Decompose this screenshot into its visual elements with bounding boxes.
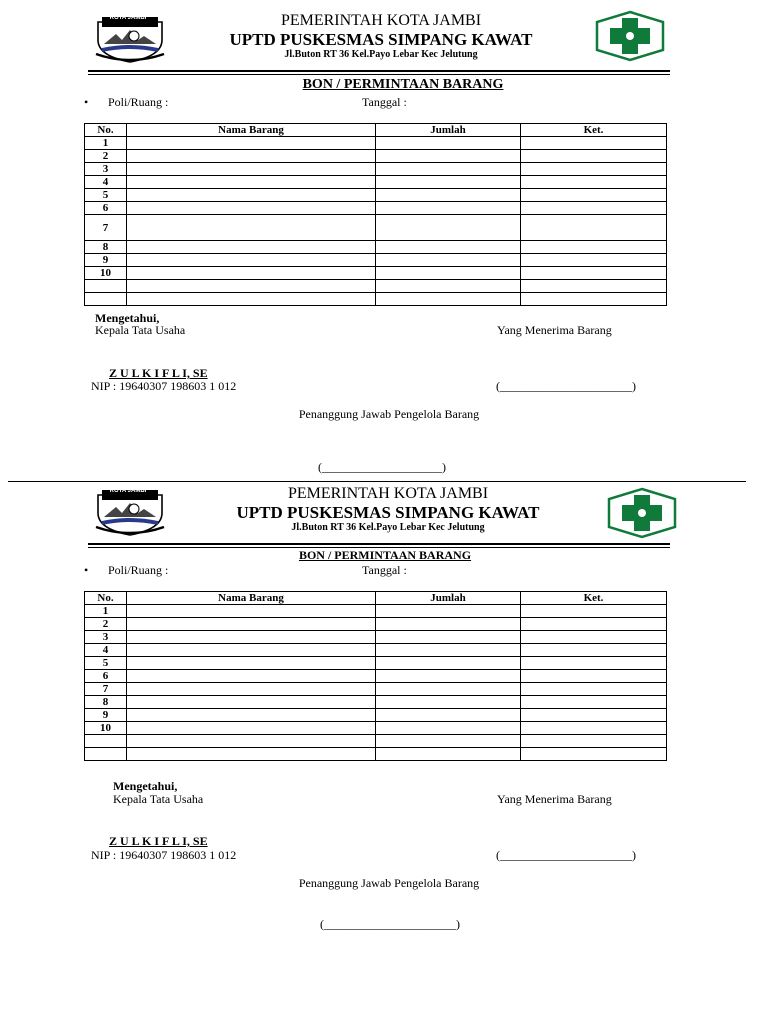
nama-barang-cell[interactable] [127,748,376,761]
ket-cell[interactable] [521,202,667,215]
bullet: • [84,95,89,109]
jumlah-cell[interactable] [376,722,521,735]
row-number: 1 [85,605,127,618]
health-cross-logo-icon [607,487,677,539]
kota-jambi-logo-icon [92,14,168,64]
receiver-signature-blank[interactable]: (______________________) [496,848,636,862]
poli-ruang-label: Poli/Ruang : [108,563,169,577]
table-row [85,280,667,293]
tanggal-label: Tanggal : [362,95,407,109]
row-number: 6 [85,202,127,215]
header-rule-thin [88,74,670,75]
jumlah-cell[interactable] [376,267,521,280]
row-number: 9 [85,709,127,722]
column-header-ket: Ket. [521,592,667,605]
nama-barang-cell[interactable] [127,683,376,696]
ket-cell[interactable] [521,267,667,280]
nama-barang-cell[interactable] [127,657,376,670]
jumlah-cell[interactable] [376,163,521,176]
tanggal-label: Tanggal : [362,563,407,577]
jumlah-cell[interactable] [376,657,521,670]
column-header-ket: Ket. [521,124,667,137]
ket-cell[interactable] [521,215,667,241]
nama-barang-cell[interactable] [127,631,376,644]
jumlah-cell[interactable] [376,683,521,696]
jumlah-cell[interactable] [376,254,521,267]
table-row [85,605,667,618]
nama-barang-cell[interactable] [127,670,376,683]
ket-cell[interactable] [521,137,667,150]
jumlah-cell[interactable] [376,605,521,618]
pic-signature-blank[interactable]: (____________________) [318,460,446,474]
jumlah-cell[interactable] [376,748,521,761]
nama-barang-cell[interactable] [127,722,376,735]
row-number [85,748,127,761]
row-number: 3 [85,163,127,176]
head-title: Kepala Tata Usaha [95,323,186,337]
table-row [85,644,667,657]
row-number: 2 [85,618,127,631]
ket-cell[interactable] [521,735,667,748]
organization-address: Jl.Buton RT 36 Kel.Payo Lebar Kec Jelutung [291,522,485,533]
nama-barang-cell[interactable] [127,202,376,215]
row-number: 9 [85,254,127,267]
column-header-jumlah: Jumlah [376,124,521,137]
jumlah-cell[interactable] [376,293,521,306]
nama-barang-cell[interactable] [127,254,376,267]
table-row [85,709,667,722]
ket-cell[interactable] [521,605,667,618]
nama-barang-cell[interactable] [127,189,376,202]
ket-cell[interactable] [521,280,667,293]
ket-cell[interactable] [521,683,667,696]
table-row [85,241,667,254]
ket-cell[interactable] [521,150,667,163]
ket-cell[interactable] [521,189,667,202]
logo-text: KOTA JAMBI [109,488,147,494]
nama-barang-cell[interactable] [127,709,376,722]
ket-cell[interactable] [521,631,667,644]
row-number [85,293,127,306]
bullet: • [84,563,89,577]
kota-jambi-logo-icon [92,487,168,537]
jumlah-cell[interactable] [376,150,521,163]
row-number: 10 [85,722,127,735]
jumlah-cell[interactable] [376,670,521,683]
jumlah-cell[interactable] [376,189,521,202]
ket-cell[interactable] [521,618,667,631]
table-row [85,683,667,696]
ket-cell[interactable] [521,722,667,735]
table-row [85,150,667,163]
nama-barang-cell[interactable] [127,215,376,241]
table-row [85,670,667,683]
head-nip: NIP : 19640307 198603 1 012 [91,379,237,393]
items-table [84,591,667,761]
row-number: 8 [85,696,127,709]
jumlah-cell[interactable] [376,176,521,189]
ket-cell[interactable] [521,241,667,254]
row-number [85,280,127,293]
table-row [85,657,667,670]
table-row [85,631,667,644]
jumlah-cell[interactable] [376,618,521,631]
pic-title: Penanggung Jawab Pengelola Barang [298,876,480,890]
items-table [84,123,667,306]
jumlah-cell[interactable] [376,631,521,644]
row-number: 7 [85,215,127,241]
organization-name: UPTD PUSKESMAS SIMPANG KAWAT [229,30,533,49]
row-number: 8 [85,241,127,254]
row-number: 6 [85,670,127,683]
jumlah-cell[interactable] [376,202,521,215]
ket-cell[interactable] [521,657,667,670]
table-row [85,189,667,202]
government-name: PEMERINTAH KOTA JAMBI [280,12,482,29]
table-row [85,267,667,280]
health-cross-logo-icon [595,10,665,62]
nama-barang-cell[interactable] [127,280,376,293]
nama-barang-cell[interactable] [127,267,376,280]
table-header-row [85,124,667,137]
row-number: 5 [85,657,127,670]
ket-cell[interactable] [521,176,667,189]
row-number [85,735,127,748]
ket-cell[interactable] [521,696,667,709]
head-name: Z U L K I F L I, SE [109,834,208,848]
table-header-row [85,592,667,605]
organization-name: UPTD PUSKESMAS SIMPANG KAWAT [236,503,540,522]
jumlah-cell[interactable] [376,137,521,150]
form-separator-line [8,481,746,482]
row-number: 1 [85,137,127,150]
jumlah-cell[interactable] [376,280,521,293]
organization-address: Jl.Buton RT 36 Kel.Payo Lebar Kec Jelutung [284,49,478,60]
acknowledge-label: Mengetahui, [95,311,160,325]
column-header-no: No. [85,592,127,605]
row-number: 4 [85,176,127,189]
row-number: 2 [85,150,127,163]
pic-signature-blank[interactable]: (______________________) [320,917,460,931]
nama-barang-cell[interactable] [127,293,376,306]
table-row [85,254,667,267]
table-row [85,163,667,176]
jumlah-cell[interactable] [376,644,521,657]
row-number: 3 [85,631,127,644]
poli-ruang-label: Poli/Ruang : [108,95,169,109]
government-name: PEMERINTAH KOTA JAMBI [287,485,489,502]
row-number: 7 [85,683,127,696]
ket-cell[interactable] [521,709,667,722]
ket-cell[interactable] [521,163,667,176]
nama-barang-cell[interactable] [127,696,376,709]
nama-barang-cell[interactable] [127,735,376,748]
acknowledge-label: Mengetahui, [113,779,178,793]
receiver-title: Yang Menerima Barang [497,792,612,806]
jumlah-cell[interactable] [376,241,521,254]
nama-barang-cell[interactable] [127,150,376,163]
table-row [85,215,667,241]
table-row [85,748,667,761]
header-rule [88,70,670,72]
ket-cell[interactable] [521,644,667,657]
head-name: Z U L K I F L I, SE [109,366,208,380]
nama-barang-cell[interactable] [127,618,376,631]
jumlah-cell[interactable] [376,735,521,748]
table-row [85,293,667,306]
logo-text: KOTA JAMBI [109,15,147,21]
header-rule [88,543,670,545]
column-header-nama-barang: Nama Barang [127,124,376,137]
ket-cell[interactable] [521,748,667,761]
receiver-signature-blank[interactable]: (______________________) [496,379,636,393]
nama-barang-cell[interactable] [127,176,376,189]
nama-barang-cell[interactable] [127,163,376,176]
row-number: 4 [85,644,127,657]
jumlah-cell[interactable] [376,696,521,709]
table-row [85,618,667,631]
head-nip: NIP : 19640307 198603 1 012 [91,848,237,862]
row-number: 5 [85,189,127,202]
nama-barang-cell[interactable] [127,644,376,657]
form-title: BON / PERMINTAAN BARANG [302,77,504,92]
table-row [85,176,667,189]
nama-barang-cell[interactable] [127,137,376,150]
row-number: 10 [85,267,127,280]
table-row [85,696,667,709]
column-header-jumlah: Jumlah [376,592,521,605]
receiver-title: Yang Menerima Barang [497,323,612,337]
table-row [85,722,667,735]
nama-barang-cell[interactable] [127,241,376,254]
head-title: Kepala Tata Usaha [113,792,204,806]
jumlah-cell[interactable] [376,215,521,241]
jumlah-cell[interactable] [376,709,521,722]
nama-barang-cell[interactable] [127,605,376,618]
table-row [85,735,667,748]
ket-cell[interactable] [521,254,667,267]
pic-title: Penanggung Jawab Pengelola Barang [298,407,480,421]
ket-cell[interactable] [521,670,667,683]
table-row [85,202,667,215]
ket-cell[interactable] [521,293,667,306]
column-header-nama-barang: Nama Barang [127,592,376,605]
table-row [85,137,667,150]
column-header-no: No. [85,124,127,137]
form-title: BON / PERMINTAAN BARANG [298,548,472,562]
